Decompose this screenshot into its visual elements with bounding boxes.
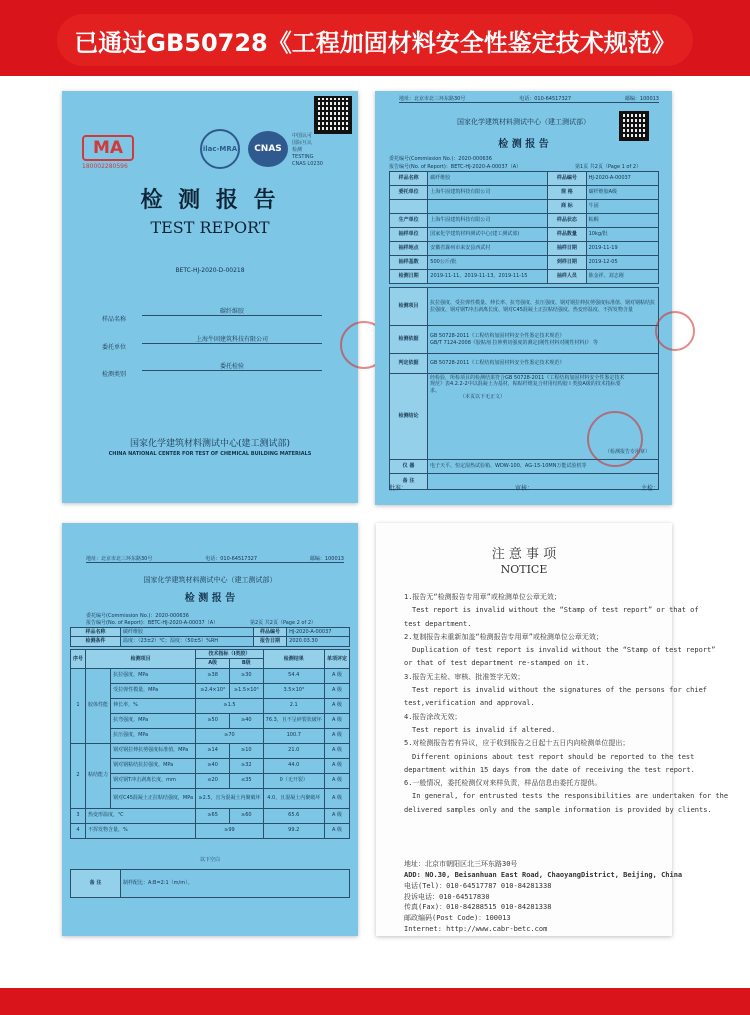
field-label: 委托单位: [102, 344, 127, 351]
notice-line: 2.复制报告未重新加盖“检测报告专用章”或检测单位公章无效；: [404, 632, 603, 641]
table-label-cell: 样品编号: [548, 172, 586, 186]
signatures: [389, 483, 659, 492]
result-cell: 54.4: [263, 668, 324, 683]
spec-cell: ≥1.5: [196, 698, 263, 713]
table-label-cell: 抽样地点: [390, 242, 428, 256]
basis-label: 检测依据: [390, 326, 428, 354]
cover-title-cn: 检 测 报 告: [140, 187, 280, 213]
item-cell: 不挥发物含量，%: [86, 823, 196, 838]
notice-body: [404, 591, 729, 817]
judge-label: 判定依据: [390, 354, 428, 374]
item-cell: 钢对钢T冲击剥离长度，mm: [111, 773, 196, 788]
result-cell: 4.0，且混凝土内聚破坏: [263, 788, 324, 808]
table-row: [71, 628, 350, 637]
cnas-text: [292, 133, 323, 168]
result-cell: 3.5×10³: [263, 683, 324, 698]
table-value-cell: 牛固: [586, 200, 658, 214]
item-cell: 钢对钢粘结抗拉强度，MPa: [111, 758, 196, 773]
table-label-cell: 样品数量: [548, 228, 586, 242]
table-value-cell: 2019-11-11、2019-11-13、2019-11-15: [428, 270, 548, 284]
items-label: 检测项目: [390, 288, 428, 326]
table-row: [71, 870, 350, 898]
cond-value: 温度：（23±2）℃；湿度：（50±5）%RH: [121, 637, 254, 646]
notice-line: In general, for entrusted tests the responsibilities are undertaken for the: [412, 792, 729, 801]
notice-line: Test report is invalid if altered.: [412, 725, 556, 734]
judge-cell: A 级: [324, 683, 349, 698]
notice-line: test department.: [404, 619, 472, 628]
cma-label: MA: [92, 138, 124, 158]
table-label-cell: 抽样基数: [390, 256, 428, 270]
basis-value: [428, 326, 659, 354]
table-row: [71, 743, 350, 758]
report2-commission-no: 委托编号(Commission No.)：2020-000636: [86, 613, 189, 619]
notice-line: 5.对检测报告若有异议，应于收到报告之日起十五日内向检测单位提出；: [404, 739, 630, 748]
spec-b-cell: ≥10: [229, 743, 263, 758]
table-value-cell: 2019-12-05: [586, 256, 658, 270]
content-panel: [0, 76, 750, 988]
table-label-cell: 抽样日期: [548, 242, 586, 256]
table-row: [390, 186, 659, 200]
cover-field-sample: [102, 306, 322, 323]
report2-report-no: 报告编号(No. of Report)：BETC-HJ-2020-A-00037（A）: [86, 620, 219, 626]
contact-line: 传真(Fax)：010-84288515 010-84281338: [404, 903, 552, 912]
spec-a-cell: ≥38: [196, 668, 230, 683]
cnas-text-line: 国际互认: [292, 140, 313, 146]
table-label-cell: 样品名称: [390, 172, 428, 186]
notice-line: Test report is invalid without the signatures of the persons for chief: [412, 686, 708, 695]
table-header-row: [71, 650, 350, 659]
table-row: [390, 214, 659, 228]
cover-org-en: CHINA NATIONAL CENTER FOR TEST OF CHEMICAL BUILDING MATERIALS: [108, 451, 312, 457]
report1-title: 检 测 报 告: [498, 139, 549, 150]
header-tel: 电话：010-64517327: [519, 96, 572, 102]
table-row: [390, 270, 659, 284]
table-label-cell: 抽样人员: [548, 270, 586, 284]
item-cell: 受拉弹性模量，MPa: [111, 683, 196, 698]
table-value-cell: 上海牛固建筑科技有限公司: [428, 186, 548, 200]
table-label-cell: 规 格: [548, 186, 586, 200]
remark-value: 制样配比：A:B=2:1（m/m）。: [121, 870, 350, 898]
report1-org: 国家化学建筑材料测试中心（建工测试部）: [457, 118, 590, 126]
contact-line: 邮政编码(Post Code)：100013: [404, 914, 511, 923]
spec-b-cell: ≤35: [229, 773, 263, 788]
cnas-text-line: TESTING: [292, 154, 314, 160]
table-row: [390, 256, 659, 270]
certification-banner: 已通过GB50728《工程加固材料安全性鉴定技术规范》: [57, 14, 693, 66]
col-spec-a: A级: [196, 659, 230, 668]
table-row: [71, 758, 350, 773]
notice-line: 4.报告涂改无效；: [404, 712, 462, 721]
result-cell: 76.3，且不呈碎裂状破坏: [263, 713, 324, 728]
item-cell: 钢对C45混凝土正拉粘结强度，MPa: [111, 788, 196, 808]
table-label-cell: [390, 200, 428, 214]
conclusion-line: （本页以下无正文）: [460, 393, 506, 400]
sample-no-value: HJ-2020-A-00037: [287, 628, 350, 637]
table-row: [71, 823, 350, 838]
ilac-label: ilac-MRA: [202, 145, 238, 153]
report-page-2: [62, 523, 358, 936]
table-value-cell: 碳纤维胶: [428, 172, 548, 186]
header-tel: 电话：010-64517327: [205, 556, 258, 562]
notice-line: Different opinions about test report should be reported to the test: [412, 752, 695, 761]
notice-contact: [404, 859, 683, 935]
notice-line: 1.报告无“检测报告专用章”或检测单位公章无效；: [404, 593, 561, 601]
row-index: 3: [71, 808, 86, 823]
table-row: [390, 172, 659, 186]
col-spec-b: B级: [229, 659, 263, 668]
cma-number: 180002280596: [82, 163, 128, 170]
judge-cell: A 级: [324, 743, 349, 758]
table-value-cell: 国家化学建筑材料测试中心(建工测试部): [428, 228, 548, 242]
notice-line: Duplication of test report is invalid without the “Stamp of test report”: [412, 646, 716, 655]
notice-line: test,verification and approval.: [404, 699, 535, 708]
result-cell: 99.2: [263, 823, 324, 838]
table-label-cell: 生产单位: [390, 214, 428, 228]
notice-page: [376, 523, 729, 936]
remark-label: 备 注: [71, 870, 121, 898]
table-label-cell: 样品状态: [548, 214, 586, 228]
table-label-cell: 商 标: [548, 200, 586, 214]
header-postcode: 邮编：100013: [624, 96, 659, 102]
report1-page: 第1页 共2页（Page 1 of 2）: [575, 164, 642, 170]
spec-a-cell: ≥65: [196, 808, 230, 823]
spec-cell: ≥2.5，且为混凝土内聚破坏: [196, 788, 263, 808]
table-row: [390, 228, 659, 242]
cma-logo: [82, 135, 134, 161]
notice-line: Test report is invalid without the “Stamp of test report” or that of: [412, 606, 699, 615]
result-cell: 100.7: [263, 728, 324, 743]
table-value-cell: 安徽省滁州市来安县西武村: [428, 242, 548, 256]
red-stamp: [587, 411, 643, 467]
notice-title-cn: 注 意 事 项: [491, 547, 557, 562]
table-value-cell: 陈金祥、刘志刚: [586, 270, 658, 284]
result-cell: 65.6: [263, 808, 324, 823]
table-value-cell: 上海牛固建筑科技有限公司: [428, 214, 548, 228]
spec-b-cell: ≥60: [229, 808, 263, 823]
table-value-cell: 2019-11-19: [586, 242, 658, 256]
judge-cell: A 级: [324, 788, 349, 808]
report2-remark-table: [70, 869, 350, 898]
contact-line: Internet: http://www.cabr-betc.com: [404, 925, 548, 934]
table-value-cell: 10kg/批: [586, 228, 658, 242]
table-value-cell: 碳纤维胶A级: [586, 186, 658, 200]
table-row: [390, 242, 659, 256]
item-cell: 伸长率，%: [111, 698, 196, 713]
row-index: 1: [71, 668, 86, 743]
judge-cell: A 级: [324, 758, 349, 773]
conclusion-label: 检测结论: [390, 374, 428, 460]
ilac-logo: [200, 129, 240, 169]
sample-label: 样品名称: [71, 628, 121, 637]
contact-line: 电话(Tel)：010-64517787 010-84281338: [404, 881, 552, 890]
report-page-1: [375, 91, 672, 505]
cond-label: 检测条件: [71, 637, 121, 646]
col-result: 检测结果: [263, 650, 324, 669]
table-row: [71, 728, 350, 743]
table-row: [71, 788, 350, 808]
table-value-cell: [428, 200, 548, 214]
item-cell: 抗压强度，MPa: [111, 728, 196, 743]
col-item: 检测项目: [86, 650, 196, 669]
cover-report-no: BETC-HJ-2020-D-00218: [175, 267, 245, 274]
spec-b-cell: ≥40: [229, 713, 263, 728]
cover-field-type: [102, 361, 322, 378]
table-value-cell: 500公斤/批: [428, 256, 548, 270]
report1-info-table: [389, 171, 659, 284]
notice-line: delivered samples only and the sample information is provided by clients.: [404, 805, 712, 814]
conclusion-line: 经检验，所检项目的检测结果符合GB 50728-2011《工程结构加固材料安全性鉴定技术: [430, 375, 625, 381]
date-label: 报告日期: [253, 637, 286, 646]
items-value: 抗拉强度、受拉弹性模量、伸长率、抗弯强度、抗压强度、钢对钢拉伸抗剪强度标准值、钢对钢粘结抗拉强度、钢对钢T冲击剥离长度、钢对C45混凝土正拉粘结强度、热变形温度、不挥发物含量: [428, 288, 659, 326]
stamp-caption: （检测报告专用章）: [604, 448, 650, 455]
report2-page: 第2页 共2页（Page 2 of 2）: [250, 620, 317, 626]
cnas-label: CNAS: [254, 144, 282, 154]
report1-header: [399, 95, 659, 103]
spec-a-cell: ≥14: [196, 743, 230, 758]
cover-org-cn: 国家化学建筑材料测试中心(建工测试部): [129, 439, 291, 449]
report1-report-no: 报告编号(No. of Report)：BETC-HJ-2020-A-00037（A）: [389, 164, 522, 170]
result-cell: 2.1: [263, 698, 324, 713]
table-label-cell: 到样日期: [548, 256, 586, 270]
col-spec: 技术指标（I类胶）: [196, 650, 263, 659]
table-value-cell: 粘稠: [586, 214, 658, 228]
judge-cell: A 级: [324, 773, 349, 788]
item-cell: 抗弯强度，MPa: [111, 713, 196, 728]
blank-note: 以下空白: [199, 857, 220, 863]
col-index: 序号: [71, 650, 86, 669]
item-cell: 抗拉强度，MPa: [111, 668, 196, 683]
chief-signature: 主检：: [640, 485, 659, 492]
contact-line: 投诉电话：010-64517830: [404, 892, 490, 901]
judge-cell: A 级: [324, 808, 349, 823]
table-value-cell: HJ-2020-A-00037: [586, 172, 658, 186]
field-value: 碳纤维胶: [142, 306, 322, 316]
basis-line: GB/T 7124-2008《胶粘剂 拉伸剪切强度的测定(刚性材料对刚性材料)》 等: [430, 339, 598, 346]
cnas-text-line: 中国认可: [292, 133, 313, 139]
table-row: [71, 668, 350, 683]
item-cell: 热变形温度，℃: [86, 808, 196, 823]
table-row: [71, 713, 350, 728]
judge-value: GB 50728-2011《工程结构加固材料安全性鉴定技术规范》: [428, 354, 659, 374]
spec-b-cell: ≥30: [229, 668, 263, 683]
report2-header-table: [70, 627, 350, 647]
judge-cell: A 级: [324, 698, 349, 713]
spec-a-cell: ≥2.4×10³: [196, 683, 230, 698]
field-label: 检测类别: [102, 371, 127, 378]
approve-signature: 批准：: [389, 485, 408, 492]
field-value: 委托检验: [142, 361, 322, 371]
spec-cell: ≥99: [196, 823, 263, 838]
spec-a-cell: ≤20: [196, 773, 230, 788]
judge-cell: A 级: [324, 823, 349, 838]
report2-header: [86, 555, 344, 563]
notice-line: 6.一般情况，委托检测仅对来样负责，样品信息由委托方提供。: [404, 779, 602, 788]
result-cell: 44.0: [263, 758, 324, 773]
spec-b-cell: ≥32: [229, 758, 263, 773]
cover-title-en: TEST REPORT: [150, 218, 270, 237]
table-row: [71, 683, 350, 698]
conclusion-line: 求。: [430, 387, 441, 394]
instrument-value: 电子天平、恒定湿热试验箱、WDW-100、AG-15-10MN万能试验机等: [428, 460, 659, 474]
table-row: [71, 698, 350, 713]
notice-line: or that of test department re-stamped on it.: [404, 659, 590, 668]
table-row: [390, 288, 659, 326]
table-row: [71, 773, 350, 788]
spec-cell: ≥70: [196, 728, 263, 743]
row-index: 4: [71, 823, 86, 838]
header-postcode: 邮编：100013: [309, 556, 344, 562]
basis-line: GB 50728-2011《工程结构加固材料安全性鉴定技术规范》: [430, 333, 565, 340]
judge-cell: A 级: [324, 713, 349, 728]
table-row: [390, 326, 659, 354]
report2-title: 检 测 报 告: [184, 593, 236, 604]
item-cell: 钢对钢拉伸抗剪强度标准值，MPa: [111, 743, 196, 758]
conclusion-line: 规范》表4.2.2-2中以混凝土为基材，粘贴纤维复合材用结构胶 I 类胶A级的技术指标要: [430, 381, 621, 388]
table-row: [71, 637, 350, 646]
spec-a-cell: ≥40: [196, 758, 230, 773]
col-judge: 单项评定: [324, 650, 349, 669]
group-label: 胶体性能: [86, 668, 111, 743]
field-label: 样品名称: [102, 316, 127, 323]
cnas-text-line: 检测: [292, 147, 303, 153]
result-cell: 0（无开裂）: [263, 773, 324, 788]
sample-value: 碳纤维胶: [121, 628, 254, 637]
notice-title-en: NOTICE: [500, 563, 548, 576]
instrument-label: 仪 器: [390, 460, 428, 474]
header-address: 地址：北京市北三环东路30号: [399, 96, 466, 102]
report-cover: [62, 91, 358, 503]
table-label-cell: 抽样单位: [390, 228, 428, 242]
group-label: 粘结能力: [86, 743, 111, 808]
contact-line: 地址：北京市朝阳区北三环东路30号: [404, 860, 518, 868]
review-signature: 审核：: [514, 485, 533, 492]
date-value: 2020.03.30: [287, 637, 350, 646]
notice-line: 3.报告无主检、审核、批准签字无效；: [404, 672, 525, 681]
report2-results-table: [70, 649, 350, 839]
judge-cell: A 级: [324, 728, 349, 743]
notice-line: department within 15 days from the date of receiving the test report.: [404, 765, 695, 774]
cnas-text-line: CNAS L0230: [292, 161, 323, 167]
report2-org: 国家化学建筑材料测试中心（建工测试部）: [143, 576, 277, 584]
row-index: 2: [71, 743, 86, 808]
report1-commission-no: 委托编号(Commission No.)：2020-000636: [389, 156, 492, 162]
table-row: [390, 200, 659, 214]
sample-no-label: 样品编号: [253, 628, 286, 637]
table-row: [390, 354, 659, 374]
spec-b-cell: ≥1.5×10³: [229, 683, 263, 698]
qr-code: [314, 96, 352, 134]
contact-line: ADD: NO.30, Beisanhuan East Road, ChaoyangDistrict, Beijing, China: [404, 870, 683, 879]
table-label-cell: 检测日期: [390, 270, 428, 284]
remark-label: 备 注: [390, 474, 428, 490]
table-row: [71, 808, 350, 823]
red-stamp-edge: [655, 311, 695, 351]
cover-field-client: [102, 334, 322, 351]
header-address: 地址：北京市北三环东路30号: [86, 556, 153, 562]
field-value: 上海牛固建筑科技有限公司: [142, 334, 322, 344]
judge-cell: A 级: [324, 668, 349, 683]
cnas-logo: [248, 131, 288, 167]
table-label-cell: 委托单位: [390, 186, 428, 200]
spec-a-cell: ≥50: [196, 713, 230, 728]
result-cell: 21.0: [263, 743, 324, 758]
